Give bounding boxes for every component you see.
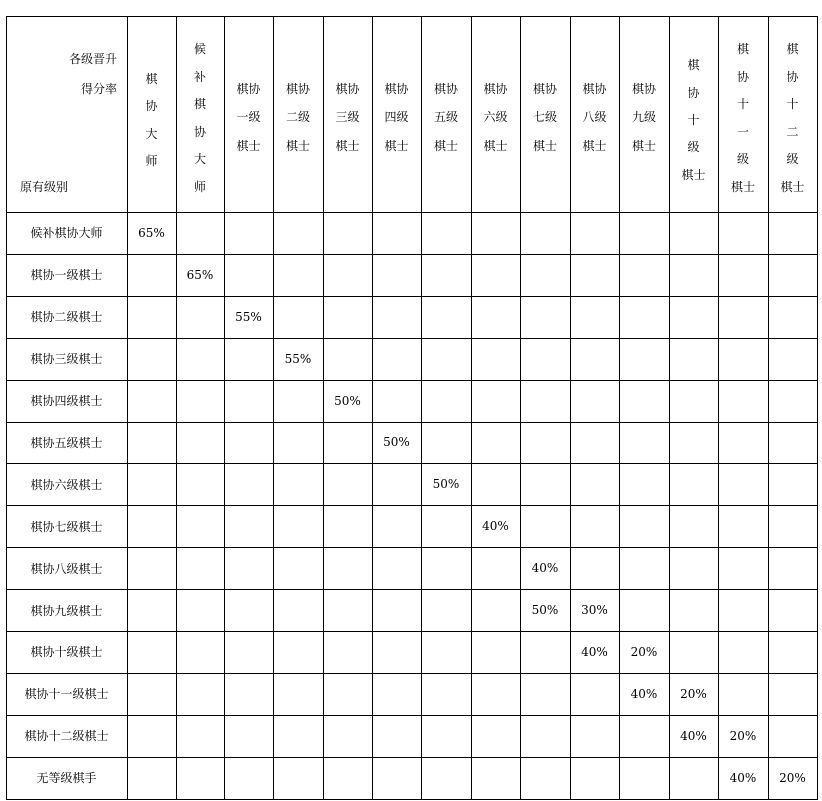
rate-cell: 20%: [630, 644, 658, 659]
column-header-text: 十: [786, 97, 799, 112]
rate-cell: 65%: [186, 267, 214, 282]
corner-header-rate-label-2: 得分率: [80, 82, 117, 96]
column-header-text: 棋协: [483, 81, 508, 96]
rate-cell: 50%: [531, 603, 559, 618]
column-header-text: 棋: [193, 97, 206, 112]
column-header-text: 棋士: [384, 138, 409, 153]
column-header-c14: [768, 16, 817, 212]
column-header-text: 级: [736, 152, 749, 167]
rate-cell: 40%: [729, 770, 757, 785]
rate-cell: 50%: [334, 393, 361, 408]
column-header-text: 级: [786, 152, 799, 167]
row-label: 棋协十一级棋士: [24, 687, 109, 702]
rate-cell: 40%: [630, 686, 658, 701]
column-header-text: 候: [193, 42, 206, 57]
column-header-text: 十: [687, 112, 700, 127]
column-header-text: 六级: [483, 110, 508, 124]
column-header-text: 协: [687, 85, 700, 100]
column-header-text: 二级: [285, 110, 310, 124]
row-label: 候补棋协大师: [30, 226, 103, 241]
column-header-c11: [619, 16, 669, 212]
row-label: 棋协六级棋士: [30, 477, 103, 492]
rate-cell: 40%: [581, 644, 608, 659]
column-header-text: 棋协: [335, 81, 360, 96]
row-label: 棋协四级棋士: [30, 394, 103, 409]
column-header-text: 棋协: [285, 81, 310, 96]
column-header-text: 棋协: [236, 81, 261, 96]
column-header-text: 一级: [236, 110, 261, 124]
rate-cell: 65%: [138, 225, 165, 240]
row-label: 棋协一级棋士: [30, 268, 103, 283]
column-header-text: 棋: [736, 42, 749, 57]
rate-cell: 50%: [432, 477, 460, 492]
column-header-text: 棋: [145, 72, 158, 87]
rate-cell: 40%: [482, 519, 509, 534]
column-header-text: 棋士: [236, 138, 261, 153]
column-header-text: 协: [786, 69, 799, 84]
rate-cell: 40%: [531, 561, 559, 576]
column-header-c3: [224, 16, 273, 212]
column-header-text: 棋协: [582, 81, 607, 96]
row-label: 棋协十二级棋士: [24, 729, 109, 744]
column-header-c13: [718, 16, 768, 212]
row-label: 棋协八级棋士: [30, 561, 103, 576]
column-header-c10: [570, 16, 619, 212]
rate-cell: 20%: [779, 770, 806, 785]
column-header-text: 级: [687, 140, 700, 155]
column-header-text: 九级: [631, 110, 656, 124]
rate-cell: 30%: [581, 603, 608, 618]
rate-cell: 20%: [729, 728, 757, 743]
column-header-text: 棋协: [433, 81, 458, 96]
column-header-c12: [669, 16, 718, 212]
rate-cell: 55%: [284, 351, 312, 366]
column-header-c8: [471, 16, 520, 212]
column-header-text: 补: [193, 69, 206, 84]
column-header-text: 协: [145, 99, 158, 114]
column-header-text: 棋: [687, 58, 700, 73]
rate-cell: 50%: [383, 435, 410, 450]
column-header-text: 三级: [335, 110, 360, 124]
column-header-text: 棋士: [433, 138, 458, 153]
rate-cell: 20%: [680, 686, 707, 701]
column-header-c6: [372, 16, 421, 212]
column-header-c9: [520, 16, 570, 212]
column-header-text: 棋协: [384, 81, 409, 96]
column-header-text: 棋士: [681, 167, 706, 182]
column-header-c7: [421, 16, 471, 212]
corner-header-cell: [6, 16, 127, 212]
column-header-text: 棋: [786, 42, 799, 57]
column-header-text: 八级: [582, 110, 607, 124]
row-label: 棋协九级棋士: [30, 603, 103, 618]
column-header-text: 大: [145, 126, 158, 141]
column-header-c4: [273, 16, 323, 212]
column-header-text: 大: [193, 152, 206, 167]
column-header-text: 棋士: [285, 138, 310, 153]
column-header-text: 师: [145, 153, 158, 168]
column-header-text: 棋士: [780, 179, 805, 194]
row-label: 棋协二级棋士: [30, 310, 103, 325]
corner-header-original-level: 原有级别: [20, 180, 69, 194]
table-border-right: [817, 16, 818, 800]
corner-header-rate-label: 各级晋升: [68, 52, 117, 66]
column-header-text: 一: [736, 124, 749, 139]
row-label: 无等级棋手: [36, 771, 97, 786]
column-header-text: 师: [193, 179, 206, 194]
row-label: 棋协七级棋士: [30, 519, 103, 534]
column-header-text: 协: [193, 124, 206, 139]
column-header-text: 棋协: [631, 81, 656, 96]
column-header-c5: [323, 16, 372, 212]
corner-header-top: [69, 44, 117, 104]
column-header-text: 七级: [532, 110, 557, 124]
column-header-text: 协: [736, 69, 749, 84]
row-label: 棋协十级棋士: [30, 645, 103, 660]
column-header-text: 棋士: [730, 179, 755, 194]
column-header-text: 棋士: [631, 138, 656, 153]
column-header-text: 二: [786, 124, 799, 139]
column-header-c1: [127, 16, 176, 212]
column-header-text: 十: [736, 97, 749, 112]
column-header-text: 棋士: [532, 138, 557, 153]
column-header-c2: [176, 16, 224, 212]
column-header-text: 四级: [384, 110, 409, 124]
row-label: 棋协五级棋士: [30, 435, 103, 450]
column-header-text: 五级: [433, 110, 458, 124]
rate-cell: 55%: [235, 309, 262, 324]
column-header-text: 棋协: [532, 81, 557, 96]
column-header-text: 棋士: [335, 138, 360, 153]
column-header-text: 棋士: [483, 138, 508, 153]
rate-cell: 40%: [680, 728, 707, 743]
column-header-text: 棋士: [582, 138, 607, 153]
row-label: 棋协三级棋士: [30, 352, 103, 367]
